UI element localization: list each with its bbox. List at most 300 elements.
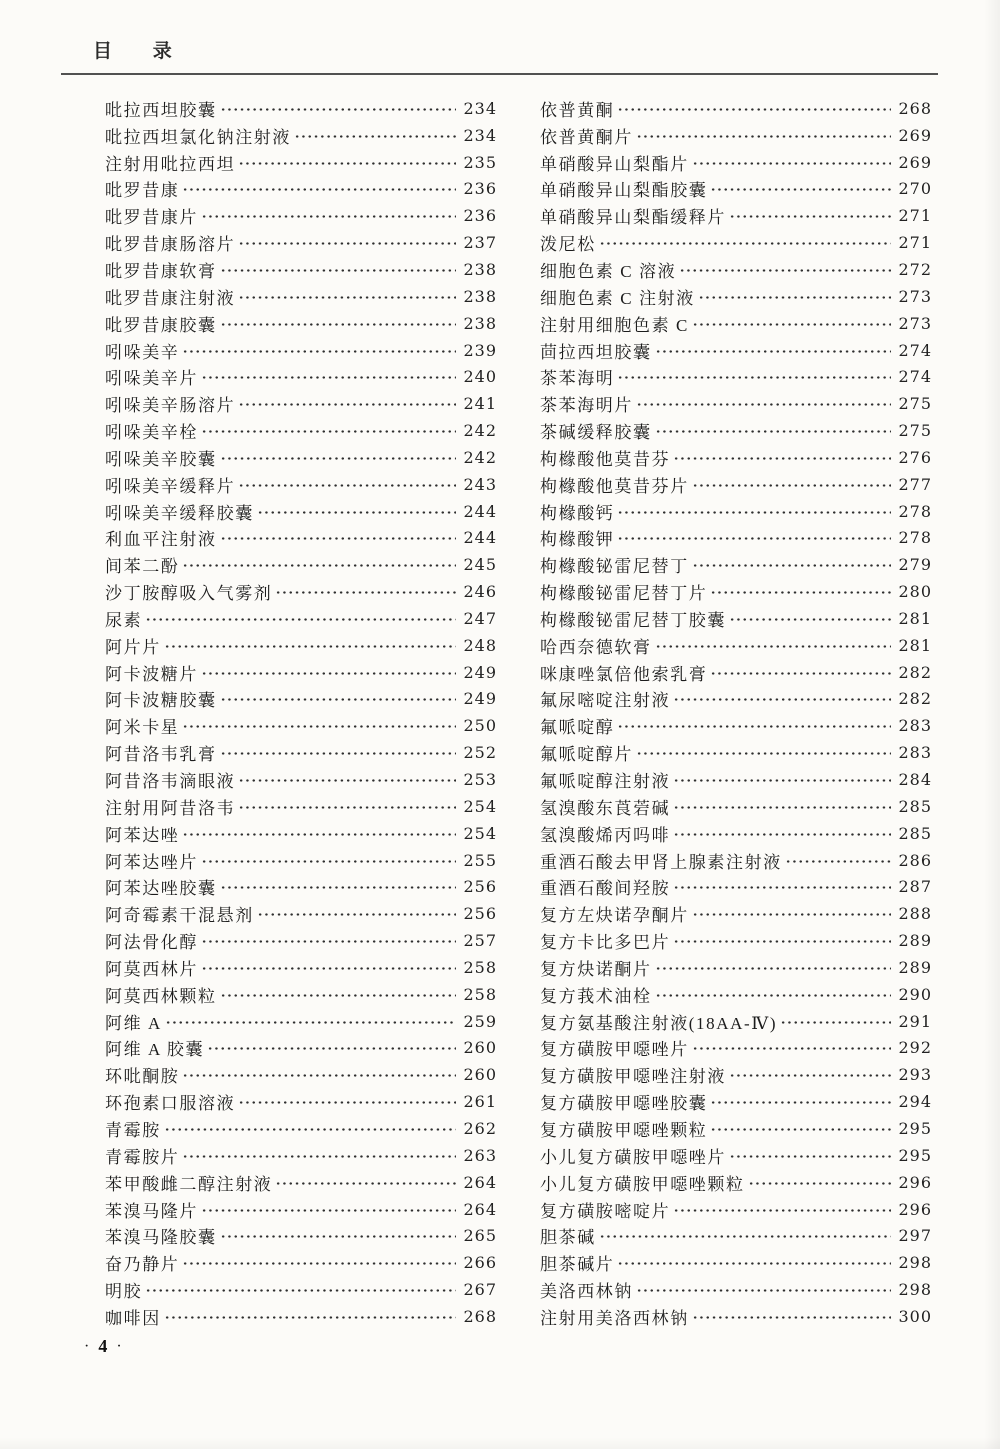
toc-entry-page-number: 267 — [463, 1280, 497, 1300]
dot-leader — [201, 853, 456, 870]
toc-entry-title: 依普黄酮 — [540, 100, 615, 120]
toc-entry — [105, 283, 497, 310]
toc-entry — [105, 149, 497, 176]
dot-leader — [220, 530, 457, 547]
dot-leader — [201, 960, 456, 977]
toc-entry-page-number: 273 — [898, 313, 932, 333]
toc-entry-page-number: 234 — [463, 98, 497, 118]
toc-entry-page-number: 272 — [898, 259, 932, 279]
dot-leader — [220, 745, 457, 762]
toc-entry-page-number: 254 — [463, 796, 497, 816]
toc-entry-title: 复方炔诺酮片 — [540, 959, 652, 979]
toc-entry-page-number: 285 — [898, 823, 932, 843]
toc-entry-title: 茴拉西坦胶囊 — [540, 342, 652, 362]
dot-leader — [182, 343, 456, 360]
toc-entry — [540, 390, 932, 417]
toc-entry-title: 重酒石酸去甲肾上腺素注射液 — [540, 852, 782, 872]
dot-leader — [182, 1067, 456, 1084]
toc-entry — [105, 820, 497, 847]
dot-leader — [692, 316, 891, 333]
toc-entry-page-number: 256 — [463, 904, 497, 924]
dot-leader — [275, 584, 456, 601]
toc-entry — [105, 1035, 497, 1062]
toc-entry-title: 吲哚美辛片 — [105, 369, 198, 389]
toc-entry — [540, 1142, 932, 1169]
toc-entry — [540, 1035, 932, 1062]
toc-entry-title: 茶碱缓释胶囊 — [540, 423, 652, 443]
dot-leader — [698, 289, 892, 306]
dot-leader — [655, 343, 892, 360]
dot-leader — [785, 853, 892, 870]
dot-leader — [599, 235, 892, 252]
toc-entry — [540, 1222, 932, 1249]
dot-leader — [201, 665, 456, 682]
toc-entry-page-number: 286 — [898, 850, 932, 870]
toc-entry-page-number: 242 — [463, 421, 497, 441]
dot-leader — [220, 987, 457, 1004]
toc-entry-page-number: 258 — [463, 984, 497, 1004]
toc-entry-title: 阿莫西林颗粒 — [105, 986, 217, 1006]
toc-entry — [540, 1303, 932, 1330]
toc-entry-page-number: 238 — [463, 286, 497, 306]
toc-entry-title: 吡拉西坦氯化钠注射液 — [105, 127, 291, 147]
dot-leader — [692, 906, 892, 923]
toc-entry — [540, 1115, 932, 1142]
toc-entry — [105, 176, 497, 203]
toc-entry — [540, 122, 932, 149]
toc-entry — [540, 1008, 932, 1035]
toc-entry — [105, 1142, 497, 1169]
toc-entry-page-number: 288 — [898, 904, 932, 924]
dot-leader — [692, 155, 892, 172]
toc-entry — [540, 847, 932, 874]
toc-entry-title: 阿莫西林片 — [105, 959, 198, 979]
toc-entry-page-number: 235 — [463, 152, 497, 172]
toc-entry — [540, 149, 932, 176]
dot-leader — [655, 423, 892, 440]
dot-leader — [238, 396, 456, 413]
dot-leader — [673, 826, 891, 843]
toc-entry-page-number: 244 — [463, 501, 497, 521]
toc-entry-page-number: 259 — [463, 1011, 497, 1031]
toc-entry-page-number: 282 — [898, 689, 932, 709]
toc-entry-page-number: 254 — [463, 823, 497, 843]
toc-entry — [105, 1303, 497, 1330]
dot-leader — [220, 691, 457, 708]
toc-entry-title: 复方磺胺甲噁唑胶囊 — [540, 1094, 708, 1114]
toc-entry-title: 奋乃静片 — [105, 1255, 180, 1275]
toc-entry-page-number: 234 — [463, 125, 497, 145]
toc-entry — [540, 1169, 932, 1196]
toc-entry-page-number: 278 — [898, 528, 932, 548]
toc-entry-title: 阿苯达唑胶囊 — [105, 879, 217, 899]
toc-entry-title: 阿米卡星 — [105, 718, 180, 738]
toc-entry — [540, 1061, 932, 1088]
toc-entry-title: 茶苯海明片 — [540, 396, 633, 416]
dot-leader — [710, 1121, 891, 1138]
dot-leader — [145, 1282, 456, 1299]
dot-leader — [692, 557, 892, 574]
toc-entry — [105, 1169, 497, 1196]
toc-entry-title: 苯溴马隆片 — [105, 1201, 198, 1221]
dot-leader — [220, 316, 457, 333]
toc-entry-page-number: 237 — [463, 233, 497, 253]
toc-entry — [540, 820, 932, 847]
toc-entry-page-number: 274 — [898, 367, 932, 387]
toc-entry-title: 环孢素口服溶液 — [105, 1094, 236, 1114]
toc-entry — [105, 1249, 497, 1276]
dot-leader — [710, 665, 891, 682]
dot-leader — [182, 181, 456, 198]
toc-entry-title: 吲哚美辛胶囊 — [105, 449, 217, 469]
toc-content — [105, 95, 932, 1330]
toc-entry-page-number: 264 — [463, 1172, 497, 1192]
toc-entry-title: 阿法骨化醇 — [105, 933, 198, 953]
dot-leader — [673, 879, 891, 896]
toc-entry-page-number: 270 — [898, 179, 932, 199]
toc-entry-page-number: 256 — [463, 877, 497, 897]
toc-entry-title: 利血平注射液 — [105, 530, 217, 550]
toc-entry-title: 苯甲酸雌二醇注射液 — [105, 1174, 273, 1194]
toc-entry-title: 复方卡比多巴片 — [540, 933, 671, 953]
dot-leader — [294, 128, 456, 145]
dot-leader — [617, 718, 891, 735]
toc-entry-page-number: 295 — [898, 1145, 932, 1165]
toc-entry — [105, 551, 497, 578]
toc-entry-title: 细胞色素 C 溶液 — [540, 261, 677, 281]
toc-entry-title: 阿昔洛韦乳膏 — [105, 745, 217, 765]
toc-entry — [105, 1222, 497, 1249]
toc-entry — [105, 659, 497, 686]
toc-entry-title: 枸橼酸钾 — [540, 530, 615, 550]
toc-entry — [105, 578, 497, 605]
toc-entry-page-number: 296 — [898, 1199, 932, 1219]
dot-leader — [207, 1040, 456, 1057]
toc-entry-page-number: 294 — [898, 1092, 932, 1112]
dot-leader — [710, 1094, 891, 1111]
toc-entry — [105, 1061, 497, 1088]
toc-entry-title: 枸橼酸钙 — [540, 503, 615, 523]
dot-leader — [673, 799, 891, 816]
toc-entry-title: 阿卡波糖胶囊 — [105, 691, 217, 711]
dot-leader — [679, 262, 891, 279]
toc-entry-page-number: 236 — [463, 206, 497, 226]
toc-entry-page-number: 281 — [898, 608, 932, 628]
toc-entry-page-number: 241 — [463, 394, 497, 414]
dot-leader — [182, 557, 456, 574]
toc-entry-title: 小儿复方磺胺甲噁唑片 — [540, 1147, 726, 1167]
toc-entry-page-number: 275 — [898, 394, 932, 414]
toc-entry-title: 吡拉西坦胶囊 — [105, 100, 217, 120]
toc-entry-title: 复方氨基酸注射液(18AA-Ⅳ) — [540, 1013, 778, 1033]
toc-entry-page-number: 283 — [898, 743, 932, 763]
toc-entry — [105, 498, 497, 525]
toc-entry-page-number: 293 — [898, 1065, 932, 1085]
toc-entry — [105, 793, 497, 820]
toc-entry-title: 阿奇霉素干混悬剂 — [105, 906, 254, 926]
dot-leader — [617, 101, 891, 118]
toc-entry-page-number: 238 — [463, 313, 497, 333]
toc-entry-title: 泼尼松 — [540, 235, 596, 255]
toc-entry-page-number: 289 — [898, 957, 932, 977]
dot-leader — [673, 691, 891, 708]
toc-entry — [105, 954, 497, 981]
dot-leader — [617, 530, 891, 547]
dot-leader — [182, 1255, 456, 1272]
toc-entry-page-number: 281 — [898, 635, 932, 655]
toc-entry — [540, 363, 932, 390]
toc-entry-title: 依普黄酮片 — [540, 127, 633, 147]
toc-entry — [105, 471, 497, 498]
toc-entry-page-number: 275 — [898, 421, 932, 441]
toc-entry-title: 吲哚美辛缓释胶囊 — [105, 503, 254, 523]
toc-entry — [105, 900, 497, 927]
dot-leader — [636, 128, 891, 145]
toc-entry-title: 小儿复方磺胺甲噁唑颗粒 — [540, 1174, 745, 1194]
toc-entry — [540, 605, 932, 632]
toc-entry-page-number: 265 — [463, 1226, 497, 1246]
dot-leader — [182, 826, 456, 843]
toc-entry-title: 吡罗昔康 — [105, 181, 180, 201]
dot-leader — [710, 181, 891, 198]
toc-entry-page-number: 262 — [463, 1118, 497, 1138]
toc-entry — [540, 873, 932, 900]
dot-leader — [636, 396, 891, 413]
page-title: 目 录 — [93, 41, 177, 62]
toc-entry-title: 间苯二酚 — [105, 557, 180, 577]
toc-entry-title: 吡罗昔康片 — [105, 208, 198, 228]
dot-leader — [238, 235, 456, 252]
dot-leader — [692, 1309, 892, 1326]
dot-leader — [220, 262, 457, 279]
toc-entry-title: 氢溴酸烯丙吗啡 — [540, 825, 671, 845]
scan-shadow-bottom — [0, 1437, 1000, 1449]
header-divider — [61, 73, 938, 75]
toc-entry-page-number: 279 — [898, 555, 932, 575]
dot-leader — [145, 611, 456, 628]
page-number-footer — [84, 1336, 122, 1357]
toc-entry — [540, 283, 932, 310]
toc-entry — [105, 444, 497, 471]
toc-entry-title: 吡罗昔康软膏 — [105, 261, 217, 281]
scan-shadow-right — [984, 0, 1000, 1449]
dot-leader — [220, 450, 457, 467]
toc-entry-title: 注射用阿昔洛韦 — [105, 798, 236, 818]
dot-leader — [257, 504, 457, 521]
toc-entry-page-number: 278 — [898, 501, 932, 521]
toc-entry — [540, 551, 932, 578]
toc-entry-title: 咖啡因 — [105, 1308, 161, 1328]
toc-entry-title: 氢溴酸东莨菪碱 — [540, 798, 671, 818]
toc-entry-title: 复方莪术油栓 — [540, 986, 652, 1006]
toc-entry — [540, 954, 932, 981]
dot-leader — [201, 208, 456, 225]
dot-leader — [599, 1228, 892, 1245]
dot-leader — [201, 369, 456, 386]
dot-leader — [729, 1148, 891, 1165]
toc-entry-page-number: 263 — [463, 1145, 497, 1165]
toc-entry-title: 注射用美洛西林钠 — [540, 1308, 689, 1328]
toc-entry-title: 枸橼酸他莫昔芬 — [540, 449, 671, 469]
dot-leader — [748, 1175, 892, 1192]
dot-leader — [201, 933, 456, 950]
dot-leader — [275, 1175, 456, 1192]
toc-entry-title: 枸橼酸铋雷尼替丁 — [540, 557, 689, 577]
dot-leader — [729, 1067, 891, 1084]
toc-entry-page-number: 283 — [898, 716, 932, 736]
toc-entry — [105, 525, 497, 552]
toc-entry-title: 阿维 A — [105, 1013, 162, 1033]
toc-entry-page-number: 249 — [463, 662, 497, 682]
toc-entry — [540, 739, 932, 766]
toc-entry — [540, 632, 932, 659]
toc-entry-title: 氟尿嘧啶注射液 — [540, 691, 671, 711]
dot-leader — [617, 369, 891, 386]
toc-entry-page-number: 290 — [898, 984, 932, 1004]
toc-entry-title: 吡罗昔康肠溶片 — [105, 235, 236, 255]
toc-entry-title: 阿昔洛韦滴眼液 — [105, 772, 236, 792]
toc-entry-page-number: 255 — [463, 850, 497, 870]
toc-entry-page-number: 300 — [898, 1306, 932, 1326]
toc-column-right — [540, 95, 932, 1330]
toc-entry — [105, 981, 497, 1008]
footer-page-number: 4 — [98, 1336, 108, 1356]
toc-entry-page-number: 287 — [898, 877, 932, 897]
toc-entry-title: 阿片片 — [105, 637, 161, 657]
toc-entry-page-number: 245 — [463, 555, 497, 575]
dot-leader — [220, 101, 457, 118]
toc-entry — [105, 363, 497, 390]
toc-entry-title: 复方磺胺甲噁唑注射液 — [540, 1067, 726, 1087]
dot-leader — [692, 477, 892, 494]
toc-entry — [540, 95, 932, 122]
toc-entry — [105, 1115, 497, 1142]
toc-entry-title: 重酒石酸间羟胺 — [540, 879, 671, 899]
toc-column-left — [105, 95, 497, 1330]
toc-entry-page-number: 292 — [898, 1038, 932, 1058]
toc-entry-page-number: 280 — [898, 582, 932, 602]
toc-entry-page-number: 252 — [463, 743, 497, 763]
dot-leader — [673, 933, 891, 950]
toc-entry — [540, 229, 932, 256]
toc-entry — [540, 525, 932, 552]
dot-leader — [673, 450, 891, 467]
toc-entry — [540, 981, 932, 1008]
toc-entry — [105, 417, 497, 444]
toc-entry-page-number: 289 — [898, 931, 932, 951]
toc-entry-title: 吲哚美辛栓 — [105, 423, 198, 443]
toc-entry-page-number: 246 — [463, 582, 497, 602]
toc-entry — [540, 793, 932, 820]
dot-leader — [164, 638, 457, 655]
dot-leader — [710, 584, 891, 601]
toc-entry — [105, 256, 497, 283]
toc-entry-title: 氟哌啶醇注射液 — [540, 772, 671, 792]
toc-entry — [105, 766, 497, 793]
toc-entry — [105, 1008, 497, 1035]
toc-entry — [540, 927, 932, 954]
toc-entry — [105, 873, 497, 900]
dot-leader — [692, 1040, 892, 1057]
toc-entry-title: 复方磺胺甲噁唑片 — [540, 1040, 689, 1060]
dot-leader — [729, 208, 891, 225]
toc-entry — [105, 390, 497, 417]
dot-leader — [182, 1148, 456, 1165]
toc-entry — [105, 95, 497, 122]
toc-entry-title: 单硝酸异山梨酯缓释片 — [540, 208, 726, 228]
dot-leader — [220, 879, 457, 896]
toc-entry-page-number: 295 — [898, 1118, 932, 1138]
footer-right-dot: · — [116, 1337, 122, 1355]
toc-entry — [540, 1276, 932, 1303]
toc-entry-title: 胆茶碱片 — [540, 1255, 615, 1275]
toc-entry-title: 茶苯海明 — [540, 369, 615, 389]
toc-entry — [540, 766, 932, 793]
toc-entry — [105, 1276, 497, 1303]
toc-entry — [105, 337, 497, 364]
toc-entry-page-number: 269 — [898, 125, 932, 145]
toc-entry-title: 阿卡波糖片 — [105, 664, 198, 684]
toc-entry-title: 吲哚美辛 — [105, 342, 180, 362]
toc-entry — [540, 1196, 932, 1223]
toc-entry-page-number: 268 — [898, 98, 932, 118]
toc-entry-page-number: 238 — [463, 259, 497, 279]
toc-entry-title: 阿苯达唑片 — [105, 852, 198, 872]
toc-entry-page-number: 298 — [898, 1253, 932, 1273]
toc-entry — [105, 229, 497, 256]
dot-leader — [182, 718, 456, 735]
toc-entry-title: 吡罗昔康注射液 — [105, 288, 236, 308]
dot-leader — [238, 772, 456, 789]
toc-entry — [105, 122, 497, 149]
dot-leader — [165, 1014, 457, 1031]
toc-entry — [105, 310, 497, 337]
toc-entry — [540, 310, 932, 337]
toc-entry — [540, 202, 932, 229]
toc-entry-page-number: 236 — [463, 179, 497, 199]
dot-leader — [257, 906, 457, 923]
toc-entry-title: 氟哌啶醇 — [540, 718, 615, 738]
dot-leader — [636, 1282, 891, 1299]
dot-leader — [655, 960, 892, 977]
toc-entry-page-number: 243 — [463, 474, 497, 494]
toc-entry-title: 苯溴马隆胶囊 — [105, 1228, 217, 1248]
toc-entry — [540, 417, 932, 444]
toc-entry — [540, 498, 932, 525]
toc-entry-title: 枸橼酸他莫昔芬片 — [540, 476, 689, 496]
dot-leader — [617, 1255, 891, 1272]
dot-leader — [636, 745, 891, 762]
toc-entry-title: 单硝酸异山梨酯片 — [540, 154, 689, 174]
dot-leader — [201, 423, 456, 440]
toc-entry-page-number: 271 — [898, 206, 932, 226]
toc-entry — [540, 256, 932, 283]
dot-leader — [673, 772, 891, 789]
dot-leader — [238, 1094, 456, 1111]
toc-entry-page-number: 264 — [463, 1199, 497, 1219]
dot-leader — [655, 987, 892, 1004]
toc-entry-title: 阿维 A 胶囊 — [105, 1040, 205, 1060]
toc-entry-page-number: 285 — [898, 796, 932, 816]
toc-entry-page-number: 291 — [898, 1011, 932, 1031]
toc-entry — [540, 1249, 932, 1276]
toc-entry — [540, 444, 932, 471]
toc-entry — [105, 686, 497, 713]
toc-entry — [105, 927, 497, 954]
toc-entry-title: 阿苯达唑 — [105, 825, 180, 845]
toc-entry — [105, 1088, 497, 1115]
dot-leader — [238, 155, 456, 172]
